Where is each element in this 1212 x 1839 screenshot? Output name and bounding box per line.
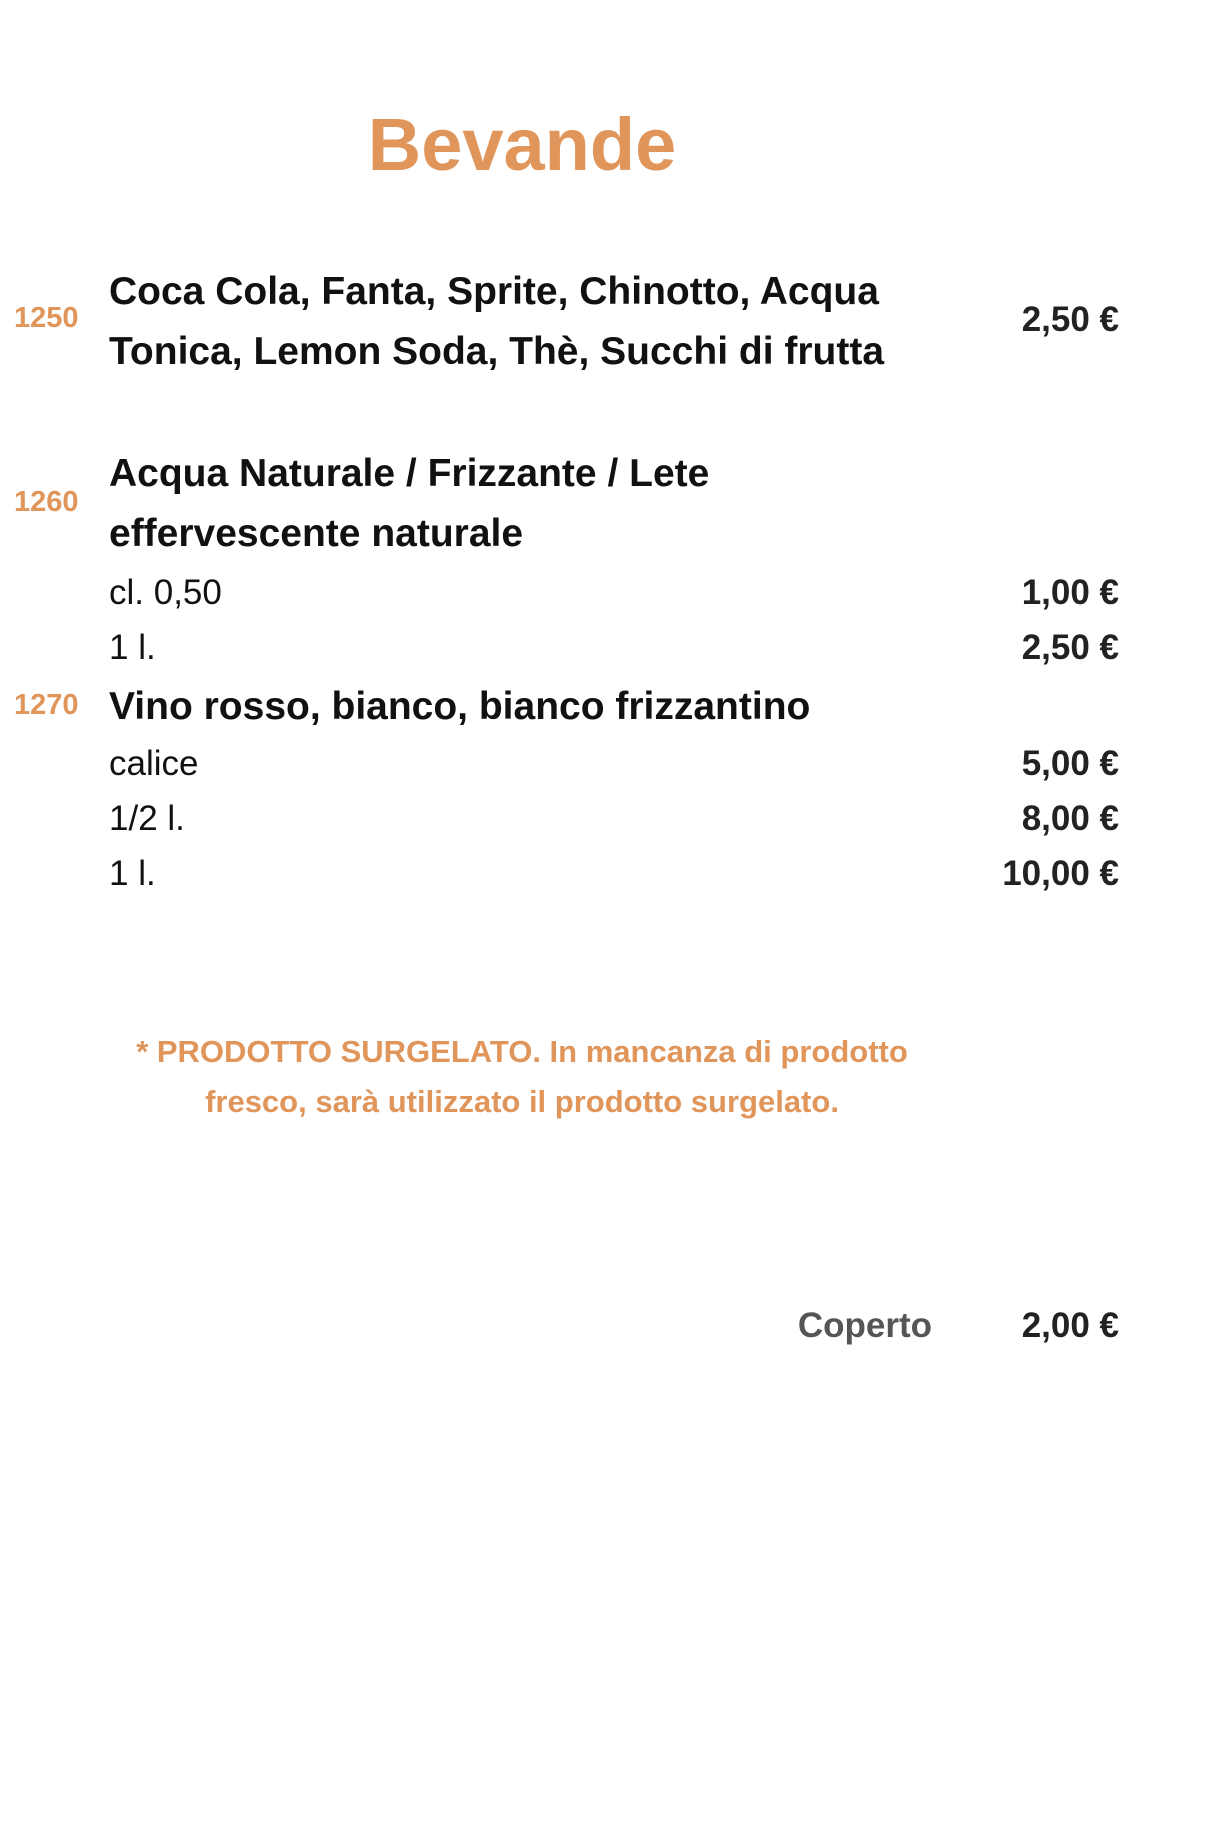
item-code: 1260 xyxy=(14,486,79,518)
item-name-line2: effervescente naturale xyxy=(109,512,524,555)
option-label: 1 l. xyxy=(109,854,156,893)
option-price: 10,00 € xyxy=(1002,854,1119,893)
option-label: cl. 0,50 xyxy=(109,573,222,612)
coperto-label: Coperto xyxy=(797,1306,932,1345)
note-line1: * PRODOTTO SURGELATO. In mancanza di prodotto xyxy=(136,1034,908,1069)
option-label: 1/2 l. xyxy=(109,799,185,838)
option-label: 1 l. xyxy=(109,628,156,667)
note-line2: fresco, sarà utilizzato il prodotto surgelato. xyxy=(205,1084,839,1119)
item-name-line2: Tonica, Lemon Soda, Thè, Succhi di frutta xyxy=(109,330,885,373)
item-name-line1: Acqua Naturale / Frizzante / Lete xyxy=(109,452,710,495)
page-title: Bevande xyxy=(367,103,677,186)
item-code: 1270 xyxy=(14,689,79,721)
coperto-price: 2,00 € xyxy=(1021,1306,1119,1345)
option-price: 2,50 € xyxy=(1021,628,1119,667)
option-price: 5,00 € xyxy=(1021,744,1119,783)
frozen-product-note xyxy=(0,1027,1044,1127)
option-price: 8,00 € xyxy=(1021,799,1119,838)
option-price: 1,00 € xyxy=(1021,573,1119,612)
item-name-line1: Coca Cola, Fanta, Sprite, Chinotto, Acqua xyxy=(109,270,879,313)
item-name-line1: Vino rosso, bianco, bianco frizzantino xyxy=(109,685,811,728)
item-code: 1250 xyxy=(14,302,79,334)
option-label: calice xyxy=(109,744,199,783)
item-price: 2,50 € xyxy=(1021,300,1119,339)
